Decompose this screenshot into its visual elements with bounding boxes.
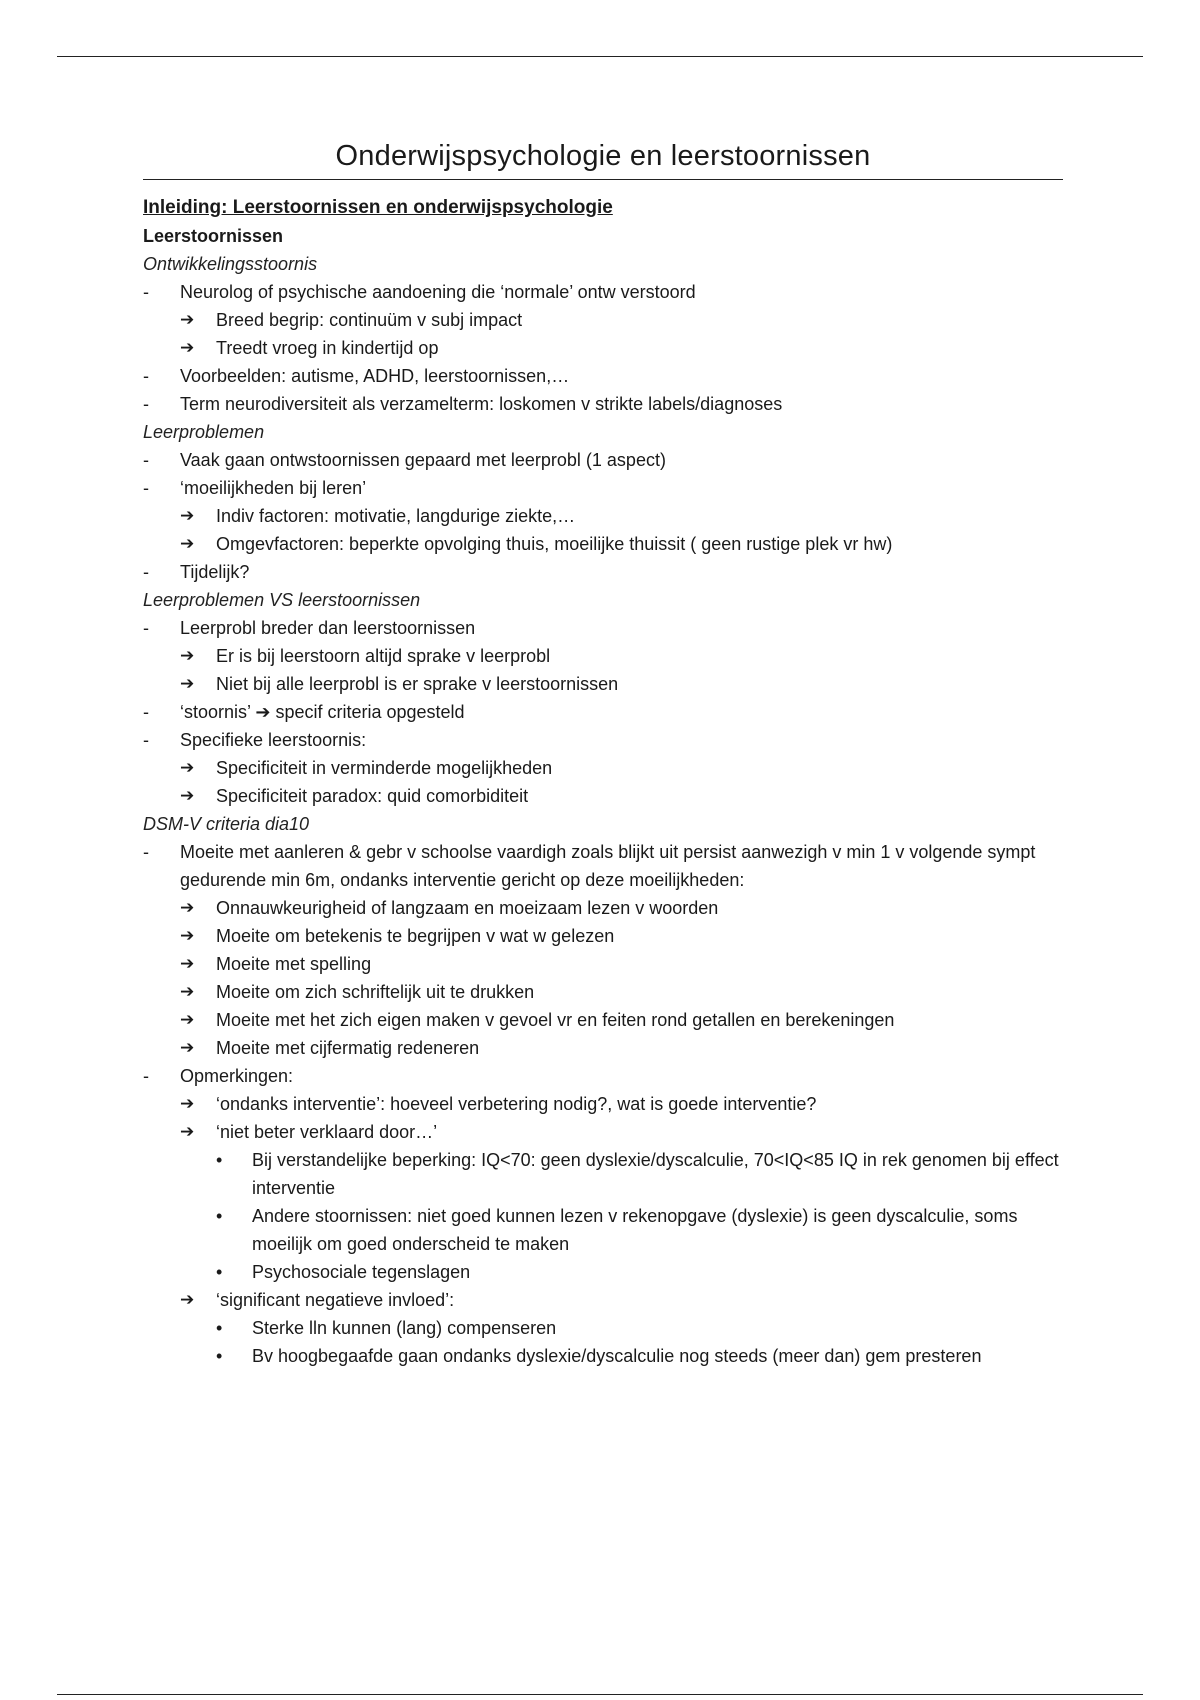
arrow-icon: ➔: [180, 1038, 195, 1057]
dash-item: [143, 446, 1063, 474]
arrow-item: [143, 1034, 1063, 1062]
item-text: Moeite om zich schriftelijk uit te drukken: [216, 982, 535, 1002]
item-text: Moeite met het zich eigen maken v gevoel vr en feiten rond getallen en berekeningen: [216, 1010, 895, 1030]
bottom-page-rule: [57, 1694, 1143, 1695]
topic-heading: Leerproblemen: [143, 422, 265, 442]
arrow-icon: ➔: [180, 954, 195, 973]
dash-item: [143, 838, 1063, 894]
dash-item: [143, 558, 1063, 586]
item-text: Specificiteit paradox: quid comorbiditeit: [216, 786, 529, 806]
dash-marker: -: [143, 842, 149, 862]
sub-heading: Leerstoornissen: [143, 226, 284, 246]
item-text: Breed begrip: continuüm v subj impact: [216, 310, 523, 330]
arrow-icon: ➔: [180, 646, 195, 665]
item-text: ‘ondanks interventie’: hoeveel verbetering nodig?, wat is goede interventie?: [216, 1094, 817, 1114]
item-text: Psychosociale tegenslagen: [252, 1262, 471, 1282]
item-text: ‘stoornis’ ➔ specif criteria opgesteld: [180, 702, 465, 722]
item-text: Neurolog of psychische aandoening die ‘normale’ ontw verstoord: [180, 282, 696, 302]
dash-marker: -: [143, 702, 149, 722]
arrow-icon: ➔: [180, 310, 195, 329]
item-text: Vaak gaan ontwstoornissen gepaard met leerprobl (1 aspect): [180, 450, 666, 470]
arrow-item: [143, 1006, 1063, 1034]
notes-list: [143, 250, 1063, 1370]
arrow-icon: ➔: [180, 338, 195, 357]
arrow-icon: ➔: [180, 898, 195, 917]
section-heading: Inleiding: Leerstoornissen en onderwijspsychologie: [143, 197, 613, 218]
arrow-icon: ➔: [180, 674, 195, 693]
arrow-item: [143, 1286, 1063, 1314]
item-text: Specificiteit in verminderde mogelijkheden: [216, 758, 553, 778]
arrow-item: [143, 1118, 1063, 1146]
arrow-item: [143, 950, 1063, 978]
dash-item: [143, 614, 1063, 642]
arrow-item: [143, 642, 1063, 670]
arrow-icon: ➔: [180, 1290, 195, 1309]
arrow-item: [143, 502, 1063, 530]
dash-item: [143, 726, 1063, 754]
item-text: Voorbeelden: autisme, ADHD, leerstoornissen,…: [180, 366, 570, 386]
item-text: ‘niet beter verklaard door…’: [216, 1122, 438, 1142]
bullet-item: [143, 1202, 1063, 1258]
item-text: Moeite met cijfermatig redeneren: [216, 1038, 480, 1058]
topic-heading: Leerproblemen VS leerstoornissen: [143, 590, 421, 610]
item-text: Sterke lln kunnen (lang) compenseren: [252, 1318, 557, 1338]
item-text: Bv hoogbegaafde gaan ondanks dyslexie/dyscalculie nog steeds (meer dan) gem presteren: [252, 1346, 982, 1366]
item-text: Indiv factoren: motivatie, langdurige ziekte,…: [216, 506, 576, 526]
document-body: [143, 140, 1063, 1370]
dash-marker: -: [143, 394, 149, 414]
item-text: ‘significant negatieve invloed’:: [216, 1290, 455, 1310]
dash-marker: -: [143, 450, 149, 470]
dash-marker: -: [143, 366, 149, 386]
bullet-item: [143, 1146, 1063, 1202]
top-page-rule: [57, 56, 1143, 57]
dash-marker: -: [143, 562, 149, 582]
item-text: Er is bij leerstoorn altijd sprake v leerprobl: [216, 646, 551, 666]
bullet-icon: •: [216, 1346, 223, 1366]
item-text: Moeite om betekenis te begrijpen v wat w gelezen: [216, 926, 615, 946]
arrow-item: [143, 782, 1063, 810]
arrow-icon: ➔: [180, 506, 195, 525]
dash-marker: -: [143, 1066, 149, 1086]
arrow-icon: ➔: [180, 1010, 195, 1029]
bullet-icon: •: [216, 1150, 223, 1170]
arrow-icon: ➔: [180, 758, 195, 777]
arrow-item: [143, 978, 1063, 1006]
item-text: Moeite met aanleren & gebr v schoolse vaardigh zoals blijkt uit persist aanwezigh v min 1 v volgende sympt gedurende min 6m, ondanks interventie gericht op deze moeilijkheden:: [180, 842, 1036, 890]
item-text: Treedt vroeg in kindertijd op: [216, 338, 439, 358]
bullet-icon: •: [216, 1206, 223, 1226]
dash-item: [143, 474, 1063, 502]
document-title: Onderwijspsychologie en leerstoornissen: [143, 140, 1063, 180]
dash-marker: -: [143, 282, 149, 302]
dash-item: [143, 362, 1063, 390]
item-text: Niet bij alle leerprobl is er sprake v leerstoornissen: [216, 674, 619, 694]
bullet-icon: •: [216, 1262, 223, 1282]
bullet-item: [143, 1342, 1063, 1370]
topic-heading: DSM-V criteria dia10: [143, 814, 310, 834]
arrow-item: [143, 306, 1063, 334]
bullet-icon: •: [216, 1318, 223, 1338]
dash-item: [143, 278, 1063, 306]
item-text: Specifieke leerstoornis:: [180, 730, 367, 750]
dash-marker: -: [143, 730, 149, 750]
arrow-item: [143, 530, 1063, 558]
arrow-item: [143, 894, 1063, 922]
item-text: Andere stoornissen: niet goed kunnen lezen v rekenopgave (dyslexie) is geen dyscalculie, soms moeilijk om goed onderscheid te maken: [252, 1206, 1018, 1254]
item-text: Moeite met spelling: [216, 954, 372, 974]
arrow-icon: ➔: [180, 982, 195, 1001]
dash-marker: -: [143, 478, 149, 498]
item-text: Onnauwkeurigheid of langzaam en moeizaam lezen v woorden: [216, 898, 719, 918]
dash-marker: -: [143, 618, 149, 638]
arrow-icon: ➔: [180, 534, 195, 553]
arrow-item: [143, 670, 1063, 698]
dash-item: [143, 698, 1063, 726]
item-text: Tijdelijk?: [180, 562, 250, 582]
bullet-item: [143, 1258, 1063, 1286]
bullet-item: [143, 1314, 1063, 1342]
dash-item: [143, 1062, 1063, 1090]
item-text: Leerprobl breder dan leerstoornissen: [180, 618, 476, 638]
arrow-item: [143, 334, 1063, 362]
item-text: Opmerkingen:: [180, 1066, 294, 1086]
arrow-item: [143, 754, 1063, 782]
arrow-icon: ➔: [180, 786, 195, 805]
arrow-icon: ➔: [180, 1094, 195, 1113]
item-text: Omgevfactoren: beperkte opvolging thuis, moeilijke thuissit ( geen rustige plek vr hw): [216, 534, 893, 554]
topic-heading: Ontwikkelingsstoornis: [143, 254, 318, 274]
arrow-icon: ➔: [180, 926, 195, 945]
arrow-icon: ➔: [180, 1122, 195, 1141]
arrow-item: [143, 1090, 1063, 1118]
arrow-item: [143, 922, 1063, 950]
item-text: Bij verstandelijke beperking: IQ<70: geen dyslexie/dyscalculie, 70<IQ<85 IQ in rek genomen bij effect interventie: [252, 1150, 1059, 1198]
item-text: ‘moeilijkheden bij leren’: [180, 478, 367, 498]
item-text: Term neurodiversiteit als verzamelterm: loskomen v strikte labels/diagnoses: [180, 394, 783, 414]
dash-item: [143, 390, 1063, 418]
